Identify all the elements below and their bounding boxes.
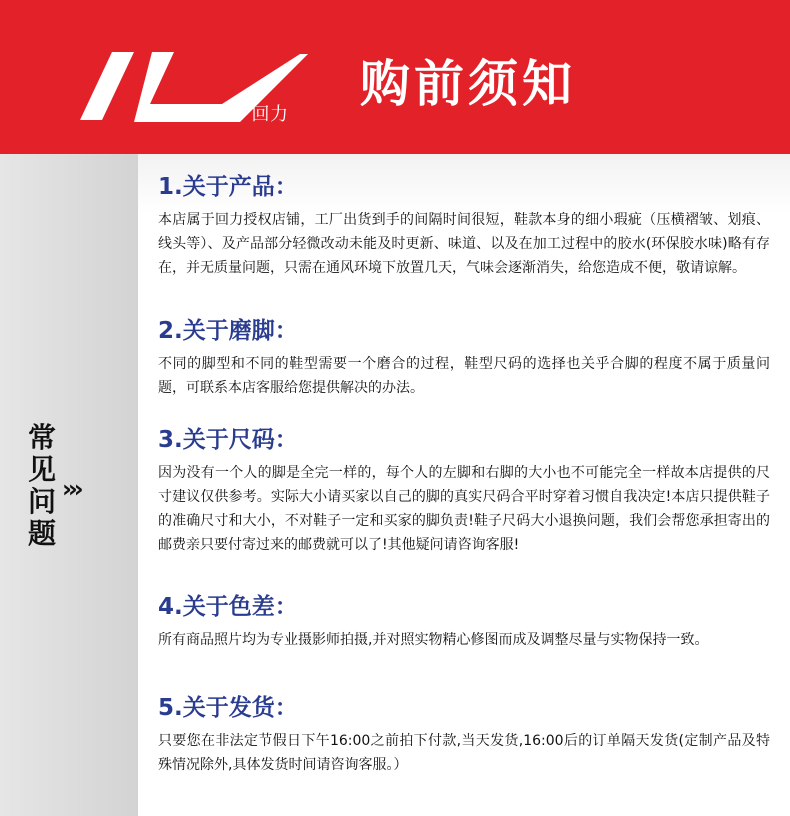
faq-label: 常见问题 xyxy=(27,421,56,550)
logo-text: 1927 回力 xyxy=(204,104,289,124)
section-title: 2.关于磨脚： xyxy=(158,318,298,344)
section-title: 3.关于尺码： xyxy=(158,427,298,453)
section-title: 4.关于色差： xyxy=(158,594,298,620)
section-body: 不同的脚型和不同的鞋型需要一个磨合的过程，鞋型尺码的选择也关乎合脚的程度不属于质量问题，可联系本店客服给您提供解决的办法。 xyxy=(158,356,770,396)
faq-content xyxy=(138,154,790,816)
section-color xyxy=(158,590,770,652)
section-body: 所有商品照片均为专业摄影师拍摄,并对照实物精心修图而成及调整尽量与实物保持一致。 xyxy=(158,632,709,648)
chevron-right-icon: ››› xyxy=(62,475,80,503)
header-banner xyxy=(0,0,790,154)
section-title: 1.关于产品： xyxy=(158,174,298,200)
section-body: 本店属于回力授权店铺，工厂出货到手的间隔时间很短，鞋款本身的细小瑕疵（压横褶皱、划痕、线头等）、及产品部分轻微改动未能及时更新、味道、以及在加工过程中的胶水(环保胶水味)略有存在，并无质量问题，只需在通风环境下放置几天，气味会逐渐消失，给您造成不便，敬请谅解。 xyxy=(158,212,770,276)
section-body: 只要您在非法定节假日下午16:00之前拍下付款,当天发货,16:00后的订单隔天发货(定制产品及特殊情况除外,具体发货时间请咨询客服。） xyxy=(158,733,770,773)
section-product xyxy=(158,170,770,280)
section-body: 因为没有一个人的脚是全完一样的，每个人的左脚和右脚的大小也不可能完全一样故本店提供的尺寸建议仅供参考。实际大小请买家以自己的脚的真实尺码合平时穿着习惯自我决定!本店只提供鞋子的准确尺寸和大小，不对鞋子一定和买家的脚负责!鞋子尺码大小退换问题，我们会帮您承担寄出的邮费亲只要付寄过来的邮费就可以了!其他疑问请咨询客服! xyxy=(158,465,770,553)
section-shipping xyxy=(158,691,770,777)
section-fit xyxy=(158,314,770,400)
page-title: 购前须知 xyxy=(360,55,576,113)
sidebar xyxy=(0,154,138,816)
section-title: 5.关于发货： xyxy=(158,695,298,721)
section-size xyxy=(158,423,770,557)
